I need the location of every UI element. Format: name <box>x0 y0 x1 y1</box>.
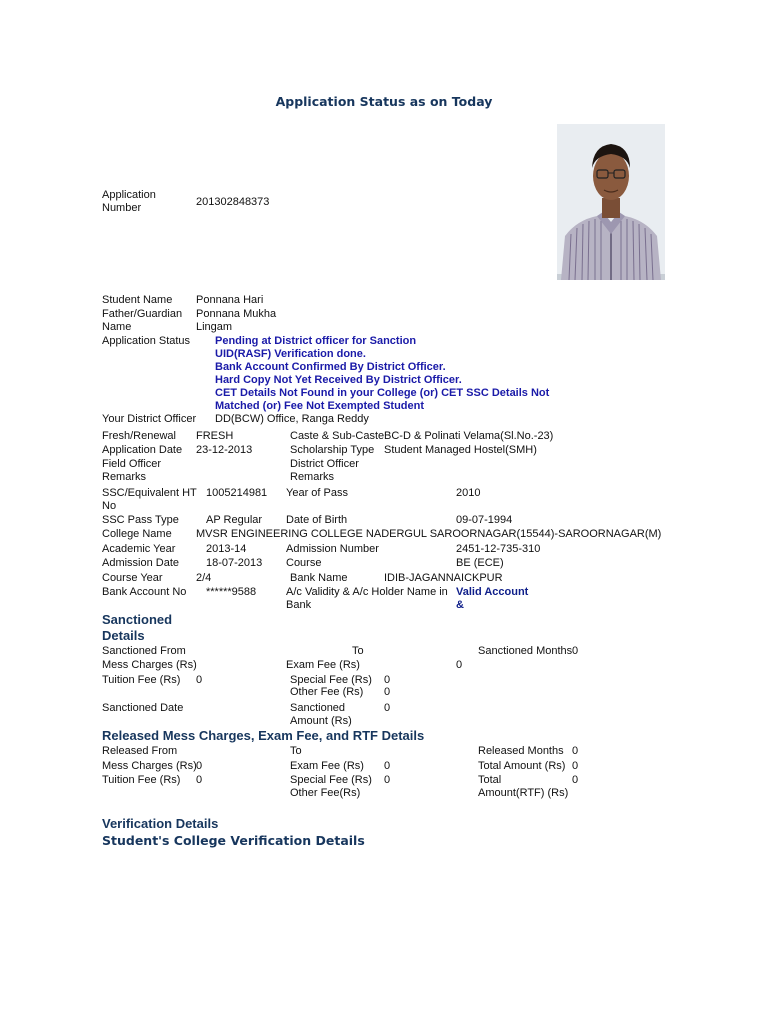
application-number-value: 201302848373 <box>196 196 270 208</box>
released-exam-label: Exam Fee (Rs) <box>290 760 364 772</box>
admission-number-label: Admission Number <box>286 543 379 555</box>
father-name-label: Father/Guardian Name <box>102 308 183 333</box>
bank-name-label: Bank Name <box>290 572 348 584</box>
fresh-renewal-value: FRESH <box>196 430 234 442</box>
status-line: CET Details Not Found in your College (or) CET SSC Details Not <box>215 387 550 399</box>
verification-subheading: Student's College Verification Details <box>102 833 365 848</box>
released-total-rtf-value: 0 <box>572 774 579 786</box>
sanctioned-from-label: Sanctioned From <box>102 645 186 657</box>
ac-validity-value: Valid Account & <box>456 586 529 611</box>
ssc-ht-no-value: 1005214981 <box>206 487 268 499</box>
bank-name-value: IDIB-JAGANNAICKPUR <box>384 572 503 584</box>
released-total-label: Total Amount (Rs) <box>478 760 566 772</box>
application-number-label: Application Number <box>102 189 156 214</box>
year-of-pass-value: 2010 <box>456 487 481 499</box>
caste-value: BC-D & Polinati Velama(Sl.No.-23) <box>384 430 554 442</box>
course-year-label: Course Year <box>102 572 163 584</box>
released-special-value: 0 <box>384 774 391 786</box>
status-line: Bank Account Confirmed By District Officer. <box>215 361 446 373</box>
released-tuition-label: Tuition Fee (Rs) <box>102 774 181 786</box>
district-officer-remarks-label: District Officer Remarks <box>290 458 359 483</box>
district-officer-label: Your District Officer <box>102 413 197 425</box>
sanctioned-special-label: Special Fee (Rs) <box>290 674 372 686</box>
released-mess-value: 0 <box>196 760 203 772</box>
course-value: BE (ECE) <box>456 557 504 569</box>
status-line: Pending at District officer for Sanction <box>215 335 417 347</box>
released-total-value: 0 <box>572 760 579 772</box>
ssc-ht-no-label: SSC/Equivalent HT No <box>102 487 197 512</box>
sanctioned-to-label: To <box>352 645 364 657</box>
status-line: UID(RASF) Verification done. <box>215 348 366 360</box>
status-line: Hard Copy Not Yet Received By District Officer. <box>215 374 462 386</box>
sanctioned-tuition-label: Tuition Fee (Rs) <box>102 674 181 686</box>
released-heading: Released Mess Charges, Exam Fee, and RTF Details <box>102 728 425 743</box>
student-photo <box>557 124 665 280</box>
sanctioned-amount-label: Sanctioned Amount (Rs) <box>290 702 352 727</box>
ssc-pass-type-value: AP Regular <box>206 514 263 526</box>
caste-label: Caste & Sub-Caste <box>290 430 385 442</box>
college-name-label: College Name <box>102 528 172 540</box>
released-months-value: 0 <box>572 745 579 757</box>
application-status-label: Application Status <box>102 335 191 347</box>
student-name-label: Student Name <box>102 294 173 306</box>
released-mess-label: Mess Charges (Rs) <box>102 760 197 772</box>
admission-number-value: 2451-12-735-310 <box>456 543 541 555</box>
application-date-value: 23-12-2013 <box>196 444 253 456</box>
course-year-value: 2/4 <box>196 572 212 584</box>
sanctioned-months-label: Sanctioned Months <box>478 645 573 657</box>
date-of-birth-label: Date of Birth <box>286 514 348 526</box>
fresh-renewal-label: Fresh/Renewal <box>102 430 176 442</box>
released-other-label: Other Fee(Rs) <box>290 787 361 799</box>
sanctioned-special-value: 0 <box>384 674 391 686</box>
sanctioned-heading: Sanctioned Details <box>102 612 173 643</box>
sanctioned-date-label: Sanctioned Date <box>102 702 184 714</box>
sanctioned-amount-value: 0 <box>384 702 391 714</box>
date-of-birth-value: 09-07-1994 <box>456 514 513 526</box>
father-name-value: Ponnana Mukha Lingam <box>196 308 277 333</box>
sanctioned-other-label: Other Fee (Rs) <box>290 686 364 698</box>
sanctioned-mess-label: Mess Charges (Rs) <box>102 659 197 671</box>
released-tuition-value: 0 <box>196 774 203 786</box>
bank-account-label: Bank Account No <box>102 586 187 598</box>
scholarship-type-value: Student Managed Hostel(SMH) <box>384 444 537 456</box>
released-exam-value: 0 <box>384 760 391 772</box>
released-special-label: Special Fee (Rs) <box>290 774 372 786</box>
admission-date-value: 18-07-2013 <box>206 557 263 569</box>
released-from-label: Released From <box>102 745 178 757</box>
sanctioned-months-value: 0 <box>572 645 579 657</box>
application-status-value <box>215 335 549 413</box>
college-name-value: MVSR ENGINEERING COLLEGE NADERGUL SAROORNAGAR(15544)-SAROORNAGAR(M) <box>196 528 662 540</box>
course-label: Course <box>286 557 322 569</box>
released-total-rtf-label: Total Amount(RTF) (Rs) <box>478 774 569 799</box>
student-name-value: Ponnana Hari <box>196 294 264 306</box>
academic-year-value: 2013-14 <box>206 543 247 555</box>
released-to-label: To <box>290 745 302 757</box>
year-of-pass-label: Year of Pass <box>286 487 348 499</box>
sanctioned-tuition-value: 0 <box>196 674 203 686</box>
ssc-pass-type-label: SSC Pass Type <box>102 514 179 526</box>
status-line: Matched (or) Fee Not Exempted Student <box>215 400 425 412</box>
sanctioned-exam-value: 0 <box>456 659 463 671</box>
released-months-label: Released Months <box>478 745 564 757</box>
sanctioned-exam-label: Exam Fee (Rs) <box>286 659 360 671</box>
page-title: Application Status as on Today <box>275 94 493 109</box>
application-date-label: Application Date <box>102 444 183 456</box>
verification-heading: Verification Details <box>102 816 219 831</box>
sanctioned-other-value: 0 <box>384 686 391 698</box>
admission-date-label: Admission Date <box>102 557 180 569</box>
ac-validity-label: A/c Validity & A/c Holder Name in Bank <box>286 586 448 611</box>
bank-account-value: ******9588 <box>206 586 257 598</box>
scholarship-type-label: Scholarship Type <box>290 444 375 456</box>
district-officer-value: DD(BCW) Office, Ranga Reddy <box>215 413 369 425</box>
academic-year-label: Academic Year <box>102 543 176 555</box>
field-officer-remarks-label: Field Officer Remarks <box>102 458 162 483</box>
